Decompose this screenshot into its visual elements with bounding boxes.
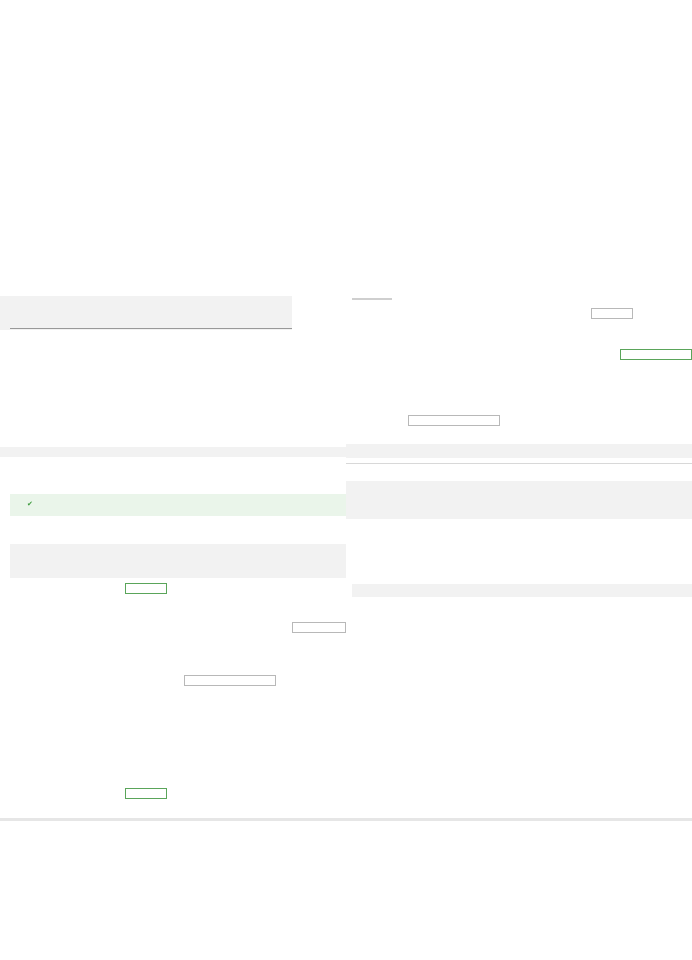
top-table-header-bar xyxy=(0,296,292,330)
supplies-cut-input[interactable] xyxy=(292,622,346,633)
left-panel xyxy=(0,296,346,821)
ar-debit-input[interactable] xyxy=(125,583,167,594)
cut-row-hint xyxy=(352,298,392,300)
service-credit-input[interactable] xyxy=(620,349,692,360)
attempts-bar xyxy=(346,481,692,519)
swe-debit-input-right[interactable] xyxy=(408,415,500,426)
part-a-header-bar xyxy=(10,544,346,578)
right-panel xyxy=(346,296,692,821)
wp-debit-input[interactable] xyxy=(591,308,633,319)
swp-credit-input[interactable] xyxy=(184,675,276,686)
swe-debit-input[interactable] xyxy=(125,788,167,799)
correct-banner xyxy=(10,494,346,516)
part-b-header-bar xyxy=(352,584,692,597)
etext-bar xyxy=(346,444,692,458)
bottom-edge xyxy=(0,818,692,821)
section-separator xyxy=(0,447,346,457)
checkmark-icon: ✔ xyxy=(27,501,33,508)
